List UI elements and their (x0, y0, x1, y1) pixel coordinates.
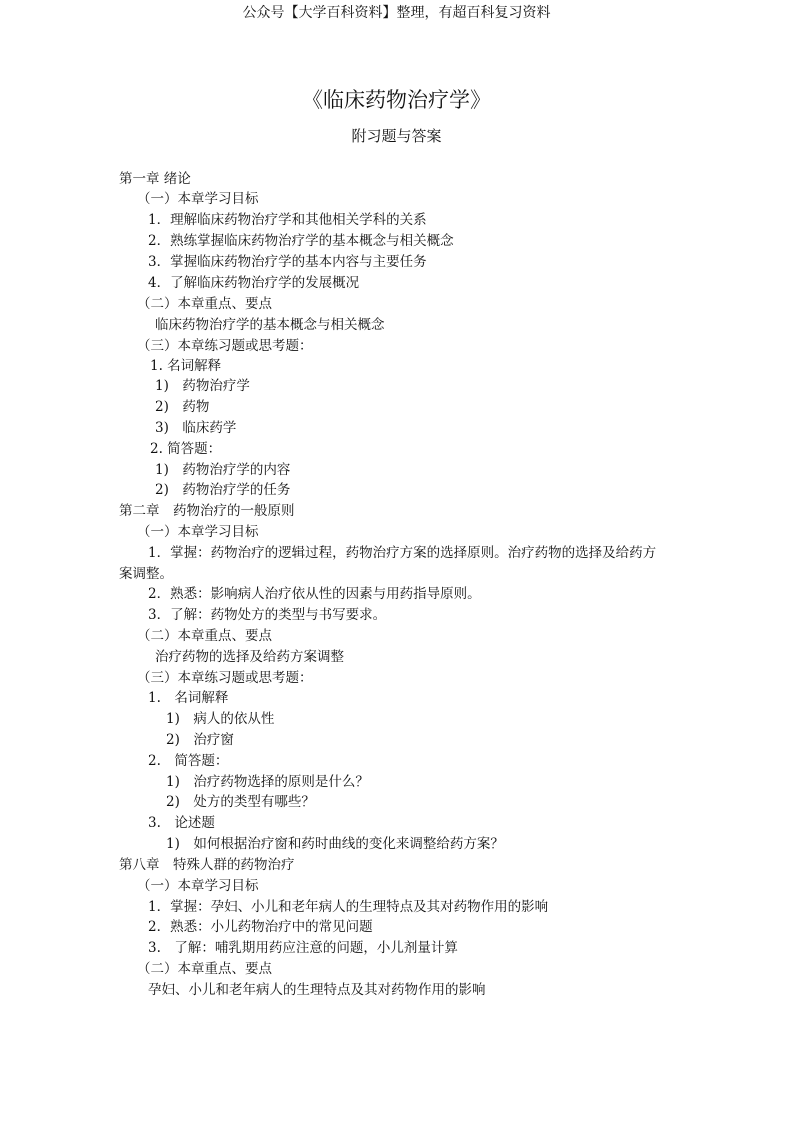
list-item-continuation: 案调整。 (119, 566, 173, 582)
list-item: 1. 名词解释 (150, 358, 222, 374)
list-item: 1．掌握：药物治疗的逻辑过程，药物治疗方案的选择原则。治疗药物的选择及给药方 (148, 545, 657, 561)
list-item: 1) 药物治疗学 (155, 378, 250, 394)
list-item: 2) 治疗窗 (166, 732, 234, 748)
document-title: 《临床药物治疗学》 (302, 88, 491, 112)
list-item: 2．熟悉：小儿药物治疗中的常见问题 (148, 919, 373, 935)
paragraph: 临床药物治疗学的基本概念与相关概念 (155, 317, 385, 333)
list-item: 4．了解临床药物治疗学的发展概况 (148, 275, 360, 291)
list-item: 1) 如何根据治疗窗和药时曲线的变化来调整给药方案？ (166, 836, 504, 852)
page-header: 公众号【大学百科资料】整理，有超百科复习资料 (242, 5, 551, 21)
section-heading: （二）本章重点、要点 (137, 296, 272, 312)
chapter-heading: 第一章 绪论 (119, 171, 191, 187)
list-item: 2．熟练掌握临床药物治疗学的基本概念与相关概念 (148, 233, 454, 249)
list-item: 3．掌握临床药物治疗学的基本内容与主要任务 (148, 254, 427, 270)
list-item: 1．理解临床药物治疗学和其他相关学科的关系 (148, 212, 427, 228)
section-heading: （二）本章重点、要点 (137, 628, 272, 644)
list-item: 2) 药物治疗学的任务 (155, 482, 291, 498)
section-heading: （一）本章学习目标 (137, 191, 259, 207)
list-item: 2) 药物 (155, 399, 210, 415)
list-item: 1) 病人的依从性 (166, 711, 275, 727)
section-heading: （二）本章重点、要点 (137, 961, 272, 977)
list-item: 3. 了解：哺乳期用药应注意的问题，小儿剂量计算 (148, 940, 458, 956)
paragraph: 治疗药物的选择及给药方案调整 (155, 649, 344, 665)
section-heading: （一）本章学习目标 (137, 878, 259, 894)
list-item: 1) 治疗药物选择的原则是什么？ (166, 774, 369, 790)
section-heading: （三）本章练习题或思考题： (137, 670, 313, 686)
list-item: 1. 名词解释 (148, 690, 229, 706)
list-item: 2) 处方的类型有哪些？ (166, 794, 315, 810)
list-item: 1．掌握：孕妇、小儿和老年病人的生理特点及其对药物作用的影响 (148, 899, 549, 915)
chapter-heading: 第二章 药物治疗的一般原则 (119, 503, 295, 519)
list-item: 2. 简答题： (150, 441, 222, 457)
paragraph: 孕妇、小儿和老年病人的生理特点及其对药物作用的影响 (148, 982, 486, 998)
list-item: 2. 简答题： (148, 753, 229, 769)
list-item: 3. 论述题 (148, 815, 215, 831)
document-subtitle: 附习题与答案 (351, 127, 442, 145)
section-heading: （一）本章学习目标 (137, 524, 259, 540)
list-item: 3．了解：药物处方的类型与书写要求。 (148, 607, 387, 623)
list-item: 3) 临床药学 (155, 420, 237, 436)
list-item: 2．熟悉：影响病人治疗依从性的因素与用药指导原则。 (148, 586, 481, 602)
chapter-heading: 第八章 特殊人群的药物治疗 (119, 857, 295, 873)
list-item: 1) 药物治疗学的内容 (155, 462, 291, 478)
section-heading: （三）本章练习题或思考题： (137, 338, 313, 354)
